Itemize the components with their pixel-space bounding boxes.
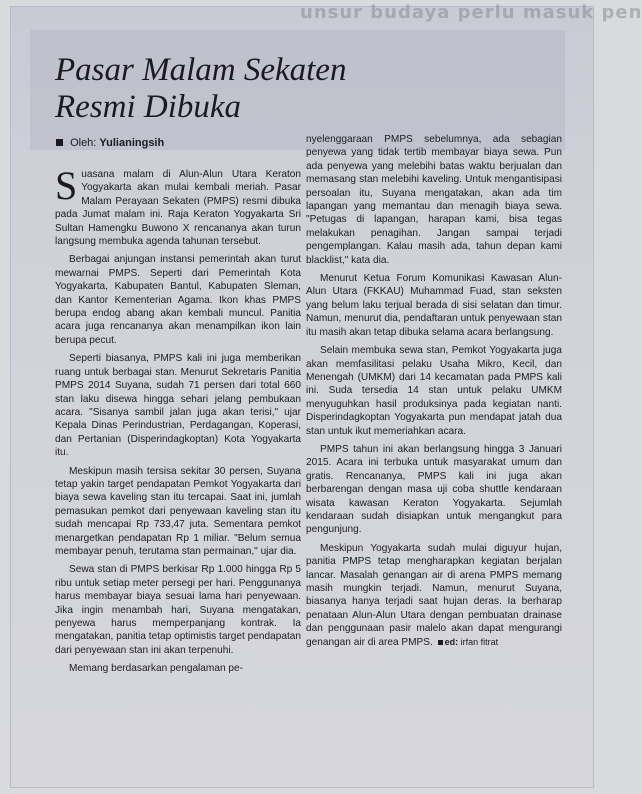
paragraph: Memang berdasarkan pengalaman pe- xyxy=(69,663,243,675)
paragraph: Menurut Ketua Forum Komunikasi Kawasan Alun-Alun Utara (FKKAU) Muhammad Fuad, stan seksten yang belum laku terjual berada di sisi selatan dan timur. Namun, menurut dia, pendaftaran untuk penyewaan stan itu masih akan tetap dibuka selama acara berlangsung. xyxy=(306,273,562,338)
paragraph: nyelenggaraan PMPS sebelumnya, ada sebagian penyewa yang tidak tertib membayar biaya sewa. Pun ada penyewa yang melebihi batas waktu berjualan dan memasang stan melebihi kaveling. Untuk mengantisipasi persoalan itu, Suyana mengatakan, akan ada tim lapangan yang memantau dan menagih biaya sewa. "Petugas di lapangan, harapan kami, bisa tegas melakukan penagihan. Jangan sampai terjadi pengemplangan. Kalau masih ada, tahun depan kami blacklist," kata dia. xyxy=(306,134,562,266)
bleed-through-text: unsur budaya perlu masuk pen xyxy=(300,2,642,23)
paragraph: Berbagai anjungan instansi pemerintah akan turut mewarnai PMPS. Seperti dari Pemerintah Kota Yogyakarta, Kabupaten Bantul, Kabupaten Sleman, dan Kantor Kementerian Agama. Ikon khas PMPS berupa endog abang akan kembali muncul. Panitia acara juga rencananya akan menampilkan ikon lain berupa pecut. xyxy=(55,254,301,346)
title-line-1: Pasar Malam Sekaten xyxy=(55,52,347,88)
title-line-2: Resmi Dibuka xyxy=(55,89,242,125)
paragraph-text: Meskipun Yogyakarta sudah mulai diguyur hujan, panitia PMPS tetap mengharapkan kegiatan berjalan lancar. Masalah genangan air di arena PMPS memang masih mungkin terjadi. Namun, menurut Suyana, biasanya hanya terjadi saat hujan deras. Ia berharap penataan Alun-Alun Utara dengan pembuatan drainase dan penggunaan pasir malelo akan dapat mengurangi genangan air di area PMPS. xyxy=(306,542,562,648)
drop-cap: S xyxy=(55,163,78,208)
editor-name: irfan fitrat xyxy=(460,636,499,647)
byline-prefix: Oleh: xyxy=(70,137,97,149)
paragraph xyxy=(306,542,562,649)
bullet-square-icon xyxy=(56,139,63,146)
paragraph: Sewa stan di PMPS berkisar Rp 1.000 hingga Rp 5 ribu untuk setiap meter persegi per hari. Penggunanya harus membayar biaya sesuai lama hari penyewaan. Jika ingin menambah hari, Suyana mengatakan, penyewa harus memperpanjang kontrak. Ia mengatakan, panitia tetap optimistis target pendapatan dari penyewaan stan ini akan terpenuhi. xyxy=(55,564,301,656)
left-column xyxy=(55,163,301,681)
byline xyxy=(56,137,164,149)
paragraph-text: uasana malam di Alun-Alun Utara Keraton Yogyakarta akan mulai kembali meriah. Pasar Malam Perayaan Sekaten (PMPS) resmi dibuka pada Jumat malam ini. Raja Keraton Yogyakarta Sri Sultan Hamengku Buwono X rencananya akan turun langsung membuka agenda tahunan tersebut. xyxy=(55,169,301,248)
paragraph: PMPS tahun ini akan berlangsung hingga 3 Januari 2015. Acara ini terbuka untuk masyarakat umum dan gratis. Rencananya, PMPS kali ini juga akan berbarengan dengan masa uji coba shuttle kendaraan wisata kawasan Keraton Yogyakarta. Sejumlah kendaraan sudah disiapkan untuk mengangkut para pengunjung. xyxy=(306,443,562,536)
paragraph xyxy=(55,163,301,248)
editor-signoff xyxy=(436,637,499,647)
right-column xyxy=(306,133,562,654)
byline-author: Yulianingsih xyxy=(99,137,165,149)
paragraph: Meskipun masih tersisa sekitar 30 persen, Suyana tetap yakin target pendapatan Pemkot Yogyakarta dari biaya sewa kaveling stan itu tercapai. Saat ini, jumlah pemasukan pemkot dari penyewaan kaveling stan itu sudah mencapai Rp 733,47 juta. Sementara pemkot menargetkan pendapatan Rp 1 miliar. "Belum semua membayar penuh, terutama stan permainan," ujar dia. xyxy=(55,465,301,557)
paragraph: Selain membuka sewa stan, Pemkot Yogyakarta juga akan memfasilitasi pelaku Usaha Mikro, Kecil, dan Menengah (UMKM) dari 14 kecamatan pada PMPS kali ini. Suda tersedia 14 stan untuk pelaku UMKM menyuguhkan hasil produksinya pada kegiatan nanti. Disperindagkoptan Yogyakarta pun mendapat jatah dua stan untuk ikut memeriahkan acara. xyxy=(306,345,562,437)
article-title xyxy=(55,52,555,126)
paragraph: Seperti biasanya, PMPS kali ini juga memberikan ruang untuk berbagai stan. Menurut Sekretaris Panitia PMPS 2014 Suyana, sudah 71 persen dari total 660 stan laku disewa hingga sehari jelang pembukaan acara. "Sisanya sambil jalan juga akan terisi," ujar Kepala Dinas Perindustrian, Perdagangan, Koperasi, dan Pertanian (Disperindagkoptan) Kota Yogyakarta itu. xyxy=(55,353,301,459)
bullet-square-icon xyxy=(438,640,443,645)
editor-prefix: ed: xyxy=(444,636,459,647)
